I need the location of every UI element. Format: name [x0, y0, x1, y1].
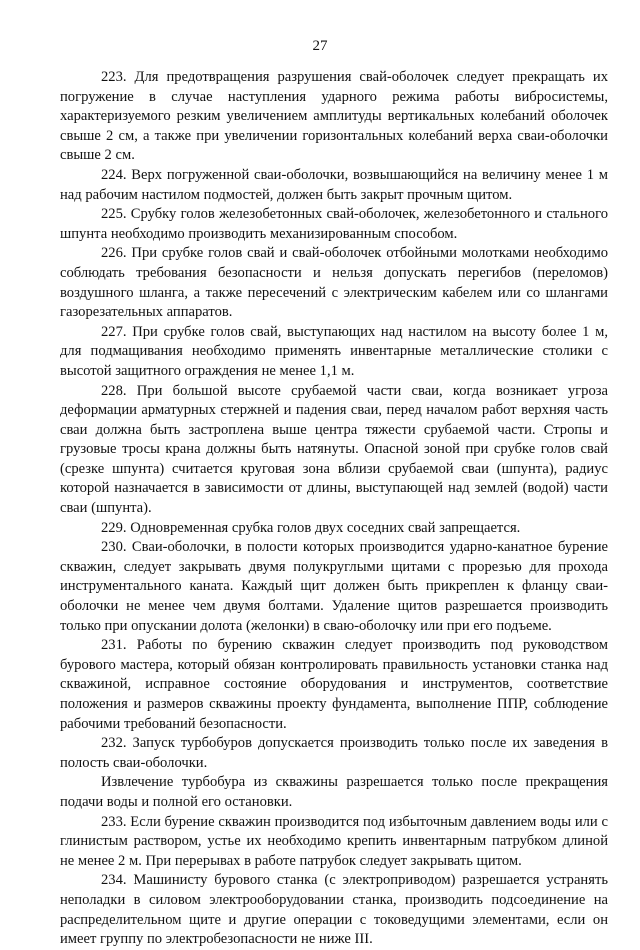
- paragraph-230: 230. Сваи-оболочки, в полости которых производится ударно-канатное бурение скважин, следует закрывать двумя полукруглыми щитами с прорезью для прохода инструментального каната. Каждый щит должен быть прикреплен к фланцу сваи-оболочки не менее чем двумя болтами. Удаление щитов разрешается производить только при опускании долота (желонки) в сваю-оболочку или при его подъеме.: [60, 539, 608, 634]
- paragraph-224: 224. Верх погруженной сваи-оболочки, возвышающийся на величину менее 1 м над рабочим настилом подмостей, должен быть закрыт прочным щитом.: [60, 166, 608, 203]
- paragraph-223: 223. Для предотвращения разрушения свай-оболочек следует прекращать их погружение в случае наступления ударного режима работы вибросистемы, характеризуемого резким увеличением амплитуды вертикальных колебаний оболочек свыше 2 см, а также при увеличении горизонтальных колебаний верха сваи-оболочки свыше 2 см.: [60, 69, 608, 164]
- paragraph-226: 226. При срубке голов свай и свай-оболочек отбойными молотками необходимо соблюдать требования безопасности и нельзя допускать перегибов (переломов) воздушного шланга, а также пересечений с электрическим кабелем или со шлангами газорезательных аппаратов.: [60, 245, 608, 321]
- document-body: [60, 68, 608, 950]
- paragraph-228: 228. При большой высоте срубаемой части сваи, когда возникает угроза деформации арматурных стержней и падения сваи, перед началом работ верхняя часть сваи должна быть застроплена выше центра тяжести срубаемой части. Стропы и грузовые тросы крана должны быть натянуты. Опасной зоной при срубке голов свай (срезке шпунта) считается круговая зона вблизи срубаемой сваи (шпунта), радиус которой назначается в зависимости от длины, выступающей над землей (водой) части сваи (шпунта).: [60, 382, 608, 517]
- paragraph-225: 225. Срубку голов железобетонных свай-оболочек, железобетонного и стального шпунта необходимо производить механизированным способом.: [60, 206, 608, 242]
- page-number: 27: [312, 38, 328, 54]
- paragraph-227: 227. При срубке голов свай, выступающих над настилом на высоту более 1 м, для подмащивания необходимо применять инвентарные металлические столики с высотой защитного ограждения не менее 1,1 м.: [60, 323, 608, 379]
- paragraph-231: 231. Работы по бурению скважин следует производить под руководством бурового мастера, который обязан контролировать правильность установки станка над скважиной, исправное состояние оборудования и инструментов, соответствие положения и размеров скважины проекту фундамента, выполнение ППР, соблюдение рабочими требований безопасности.: [60, 637, 608, 732]
- paragraph-229: 229. Одновременная срубка голов двух соседних свай запрещается.: [101, 519, 521, 536]
- paragraph-232-continued: Извлечение турбобура из скважины разрешается только после прекращения подачи воды и полной его остановки.: [60, 774, 608, 810]
- paragraph-234: 234. Машинисту бурового станка (с электроприводом) разрешается устранять неполадки в силовом электрооборудовании станка, производить подсоединение на распределительном щите и другие операции с токоведущими элементами, если он имеет группу по электробезопасности не ниже III.: [60, 872, 608, 948]
- paragraph-233: 233. Если бурение скважин производится под избыточным давлением воды или с глинистым раствором, устье их необходимо крепить инвентарным патрубком длиной не менее 2 м. При перерывах в работе патрубок следует закрывать щитом.: [60, 813, 608, 869]
- paragraph-232: 232. Запуск турбобуров допускается производить только после их заведения в полость сваи-оболочки.: [60, 735, 608, 771]
